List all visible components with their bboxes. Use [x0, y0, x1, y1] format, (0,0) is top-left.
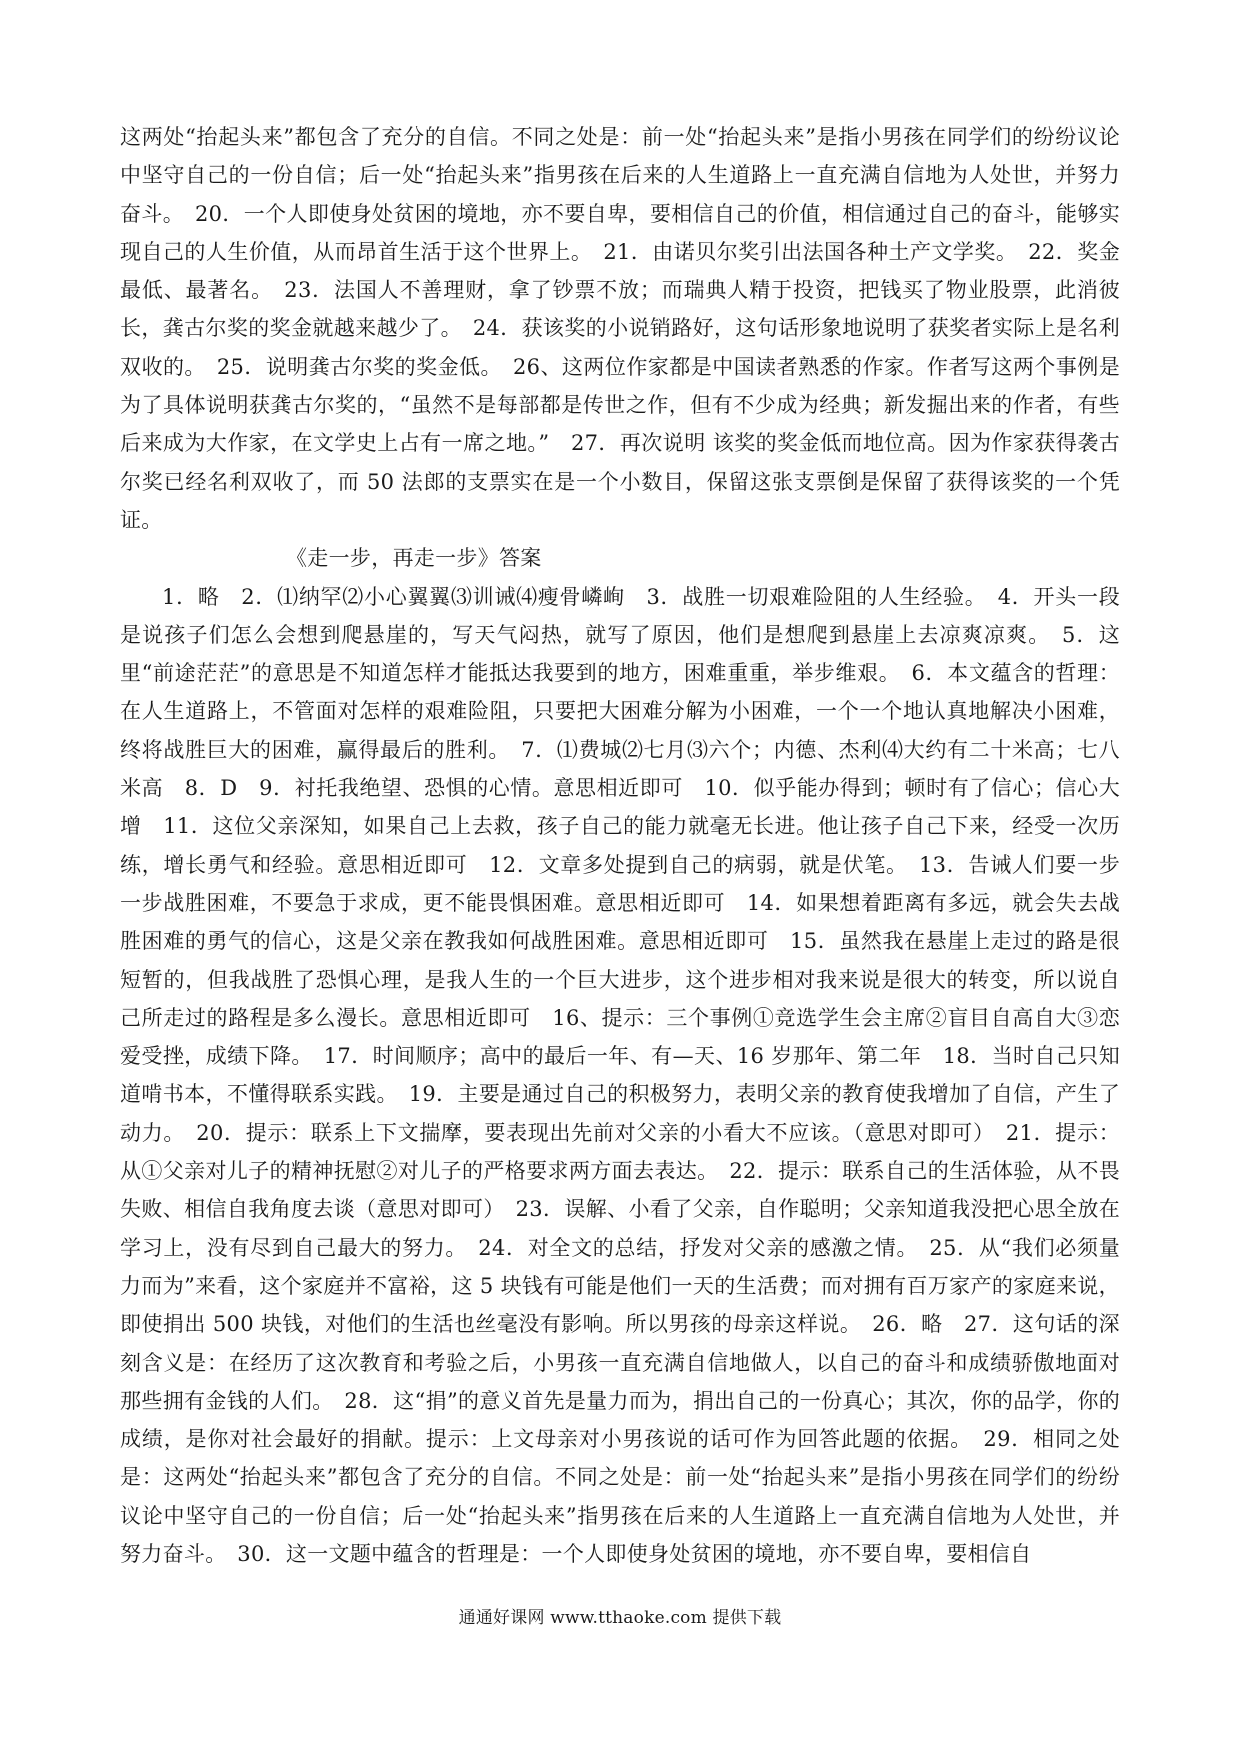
answer-paragraph: 1．略 2．⑴纳罕⑵小心翼翼⑶训诫⑷瘦骨嶙峋 3．战胜一切艰难险阻的人生经验。 4．开头一段是说孩子们怎么会想到爬悬崖的，写天气闷热，就写了原因，他们是想爬到悬崖上去凉爽凉爽。 5．这里“前途茫茫”的意思是不知道怎样才能抵达我要到的地方，困难重重，举步维艰。 6．本文蕴含的哲理：在人生道路上，不管面对怎样的艰难险阻，只要把大困难分解为小困难，一个一个地认真地解决小困难，终将战胜巨大的困难，赢得最后的胜利。 7．⑴费城⑵七月⑶六个；内德、杰利⑷大约有二十米高；七八米高 8．D 9．衬托我绝望、恐惧的心情。意思相近即可 10．似乎能办得到；顿时有了信心；信心大增 11．这位父亲深知，如果自己上去救，孩子自己的能力就毫无长进。他让孩子自己下来，经受一次历练，增长勇气和经验。意思相近即可 12．文章多处提到自己的病弱，就是伏笔。 13．告诫人们要一步一步战胜困难，不要急于求成，更不能畏惧困难。意思相近即可 14．如果想着距离有多远，就会失去战胜困难的勇气的信心，这是父亲在教我如何战胜困难。意思相近即可 15．虽然我在悬崖上走过的路是很短暂的，但我战胜了恐惧心理，是我人生的一个巨大进步，这个进步相对我来说是很大的转变，所以说自己所走过的路程是多么漫长。意思相近即可 16、提示：三个事例①竞选学生会主席②盲目自高自大③恋爱受挫，成绩下降。 17．时间顺序；高中的最后一年、有—天、16 岁那年、第二年 18．当时自己只知道啃书本，不懂得联系实践。 19．主要是通过自己的积极努力，表明父亲的教育使我增加了自信，产生了动力。 20．提示：联系上下文揣摩，要表现出先前对父亲的小看大不应该。（意思对即可） 21．提示：从①父亲对儿子的精神抚慰②对儿子的严格要求两方面去表达。 22．提示：联系自己的生活体验，从不畏失败、相信自我角度去谈（意思对即可） 23．误解、小看了父亲，自作聪明；父亲知道我没把心思全放在学习上，没有尽到自己最大的努力。 24．对全文的总结，抒发对父亲的感激之情。 25．从“我们必须量力而为”来看，这个家庭并不富裕，这 5 块钱有可能是他们一天的生活费；而对拥有百万家产的家庭来说，即使捐出 500 块钱，对他们的生活也丝毫没有影响。所以男孩的母亲这样说。 26．略 27．这句话的深刻含义是：在经历了这次教育和考验之后，小男孩一直充满自信地做人，以自己的奋斗和成绩骄傲地面对那些拥有金钱的人们。 28．这“捐”的意义首先是量力而为，捐出自己的一份真心；其次，你的品学，你的成绩，是你对社会最好的捐献。提示：上文母亲对小男孩说的话可作为回答此题的依据。 29．相同之处是：这两处“抬起头来”都包含了充分的自信。不同之处是：前一处“抬起头来”是指小男孩在同学们的纷纷议论中坚守自己的一份自信；后一处“抬起头来”指男孩在后来的人生道路上一直充满自信地为人处世，并努力奋斗。 30．这一文题中蕴含的哲理是：一个人即使身处贫困的境地，亦不要自卑，要相信自: [120, 584, 1120, 1566]
section-title: 《走一步，再走一步》答案: [286, 546, 542, 571]
document-page: [120, 118, 1120, 1573]
page-footer: 通通好课网 www.tthaoke.com 提供下载: [458, 1608, 782, 1628]
answer-paragraph-continued: 这两处“抬起头来”都包含了充分的自信。不同之处是：前一处“抬起头来”是指小男孩在同学们的纷纷议论中坚守自己的一份自信；后一处“抬起头来”指男孩在后来的人生道路上一直充满自信地为人处世，并努力奋斗。 20．一个人即使身处贫困的境地，亦不要自卑，要相信自己的价值，相信通过自己的奋斗，能够实现自己的人生价值，从而昂首生活于这个世界上。 21．由诺贝尔奖引出法国各种土产文学奖。 22．奖金最低、最著名。 23．法国人不善理财，拿了钞票不放；而瑞典人精于投资，把钱买了物业股票，此消彼长，龚古尔奖的奖金就越来越少了。 24．获该奖的小说销路好，这句话形象地说明了获奖者实际上是名利双收的。 25．说明龚古尔奖的奖金低。 26、这两位作家都是中国读者熟悉的作家。作者写这两个事例是为了具体说明获龚古尔奖的，“虽然不是每部都是传世之作，但有不少成为经典；新发掘出来的作者，有些后来成为大作家，在文学史上占有一席之地。” 27．再次说明 该奖的奖金低而地位高。因为作家获得袭古尔奖已经名利双收了，而 50 法郎的支票实在是一个小数目，保留这张支票倒是保留了获得该奖的一个凭证。: [120, 125, 1120, 532]
